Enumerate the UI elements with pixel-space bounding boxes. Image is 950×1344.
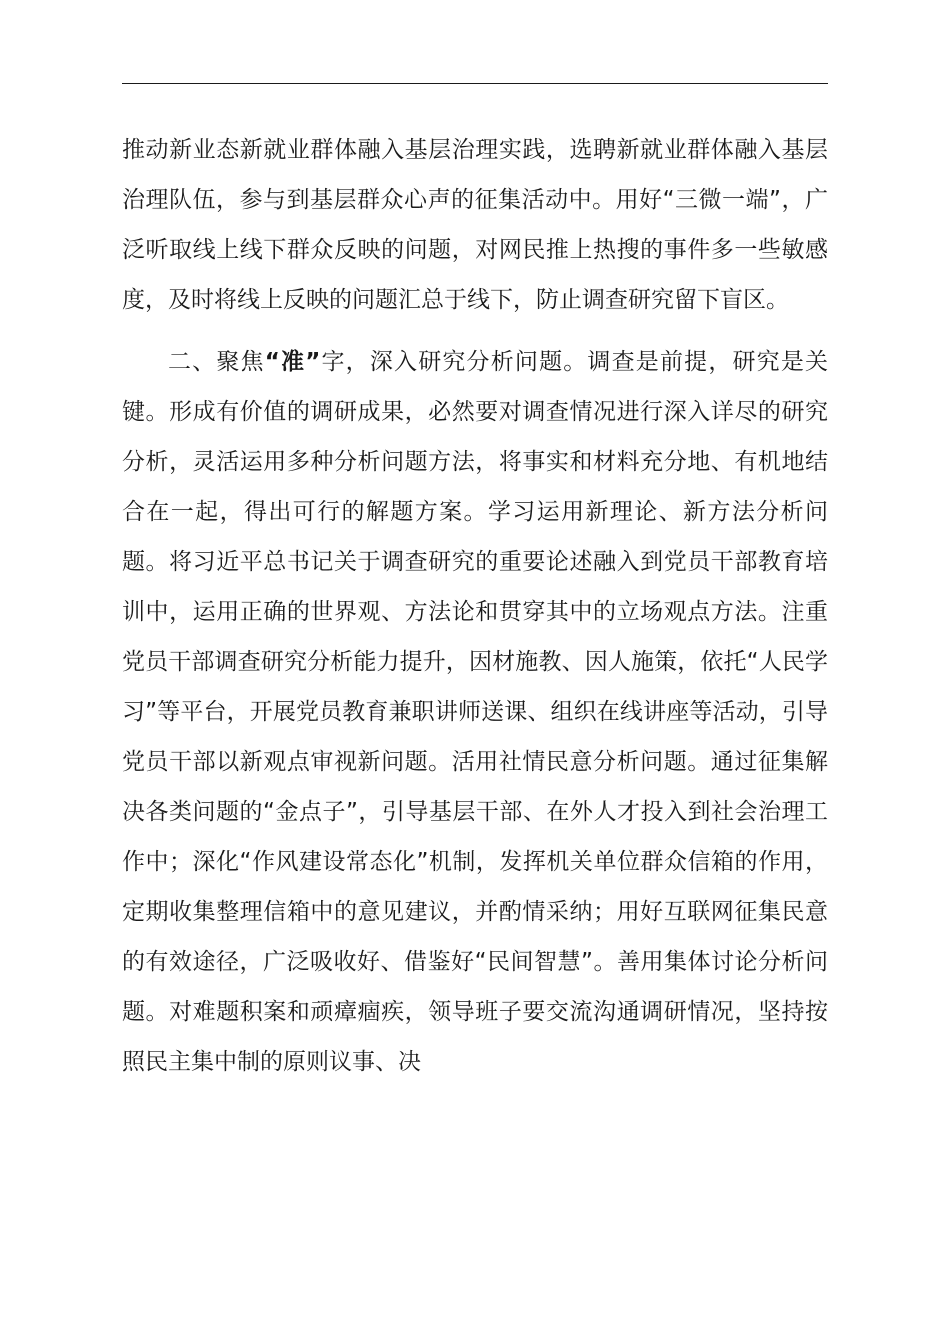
paragraph-2 [122,337,828,1087]
section-heading-tail: 字， [320,349,370,375]
paragraph-2-body: 深入研究分析问题。调查是前提，研究是关键。形成有价值的调研成果，必然要对调查情况进行深入详尽的研究分析，灵活运用多种分析问题方法，将事实和材料充分地、有机地结合在一起，得出可行的解题方案。学习运用新理论、新方法分析问题。将习近平总书记关于调查研究的重要论述融入到党员干部教育培训中，运用正确的世界观、方法论和贯穿其中的立场观点方法。注重党员干部调查研究分析能力提升，因材施教、因人施策，依托“人民学习”等平台，开展党员教育兼职讲师送课、组织在线讲座等活动，引导党员干部以新观点审视新问题。活用社情民意分析问题。通过征集解决各类问题的“金点子”，引导基层干部、在外人才投入到社会治理工作中；深化“作风建设常态化”机制，发挥机关单位群众信箱的作用，定期收集整理信箱中的意见建议，并酌情采纳；用好互联网征集民意的有效途径，广泛吸收好、借鉴好“民间智慧”。善用集体讨论分析问题。对难题积案和顽瘴痼疾，领导班子要交流沟通调研情况，坚持按照民主集中制的原则议事、决 [122,349,829,1075]
quoted-keyword: “准” [264,349,321,375]
section-heading-lead: 二、聚焦 [168,349,265,375]
header-divider [122,83,828,84]
paragraph-1: 推动新业态新就业群体融入基层治理实践，选聘新就业群体融入基层治理队伍，参与到基层群众心声的征集活动中。用好“三微一端”，广泛听取线上线下群众反映的问题，对网民推上热搜的事件多一些敏感度，及时将线上反映的问题汇总于线下，防止调查研究留下盲区。 [122,137,828,313]
document-body [122,125,828,1087]
